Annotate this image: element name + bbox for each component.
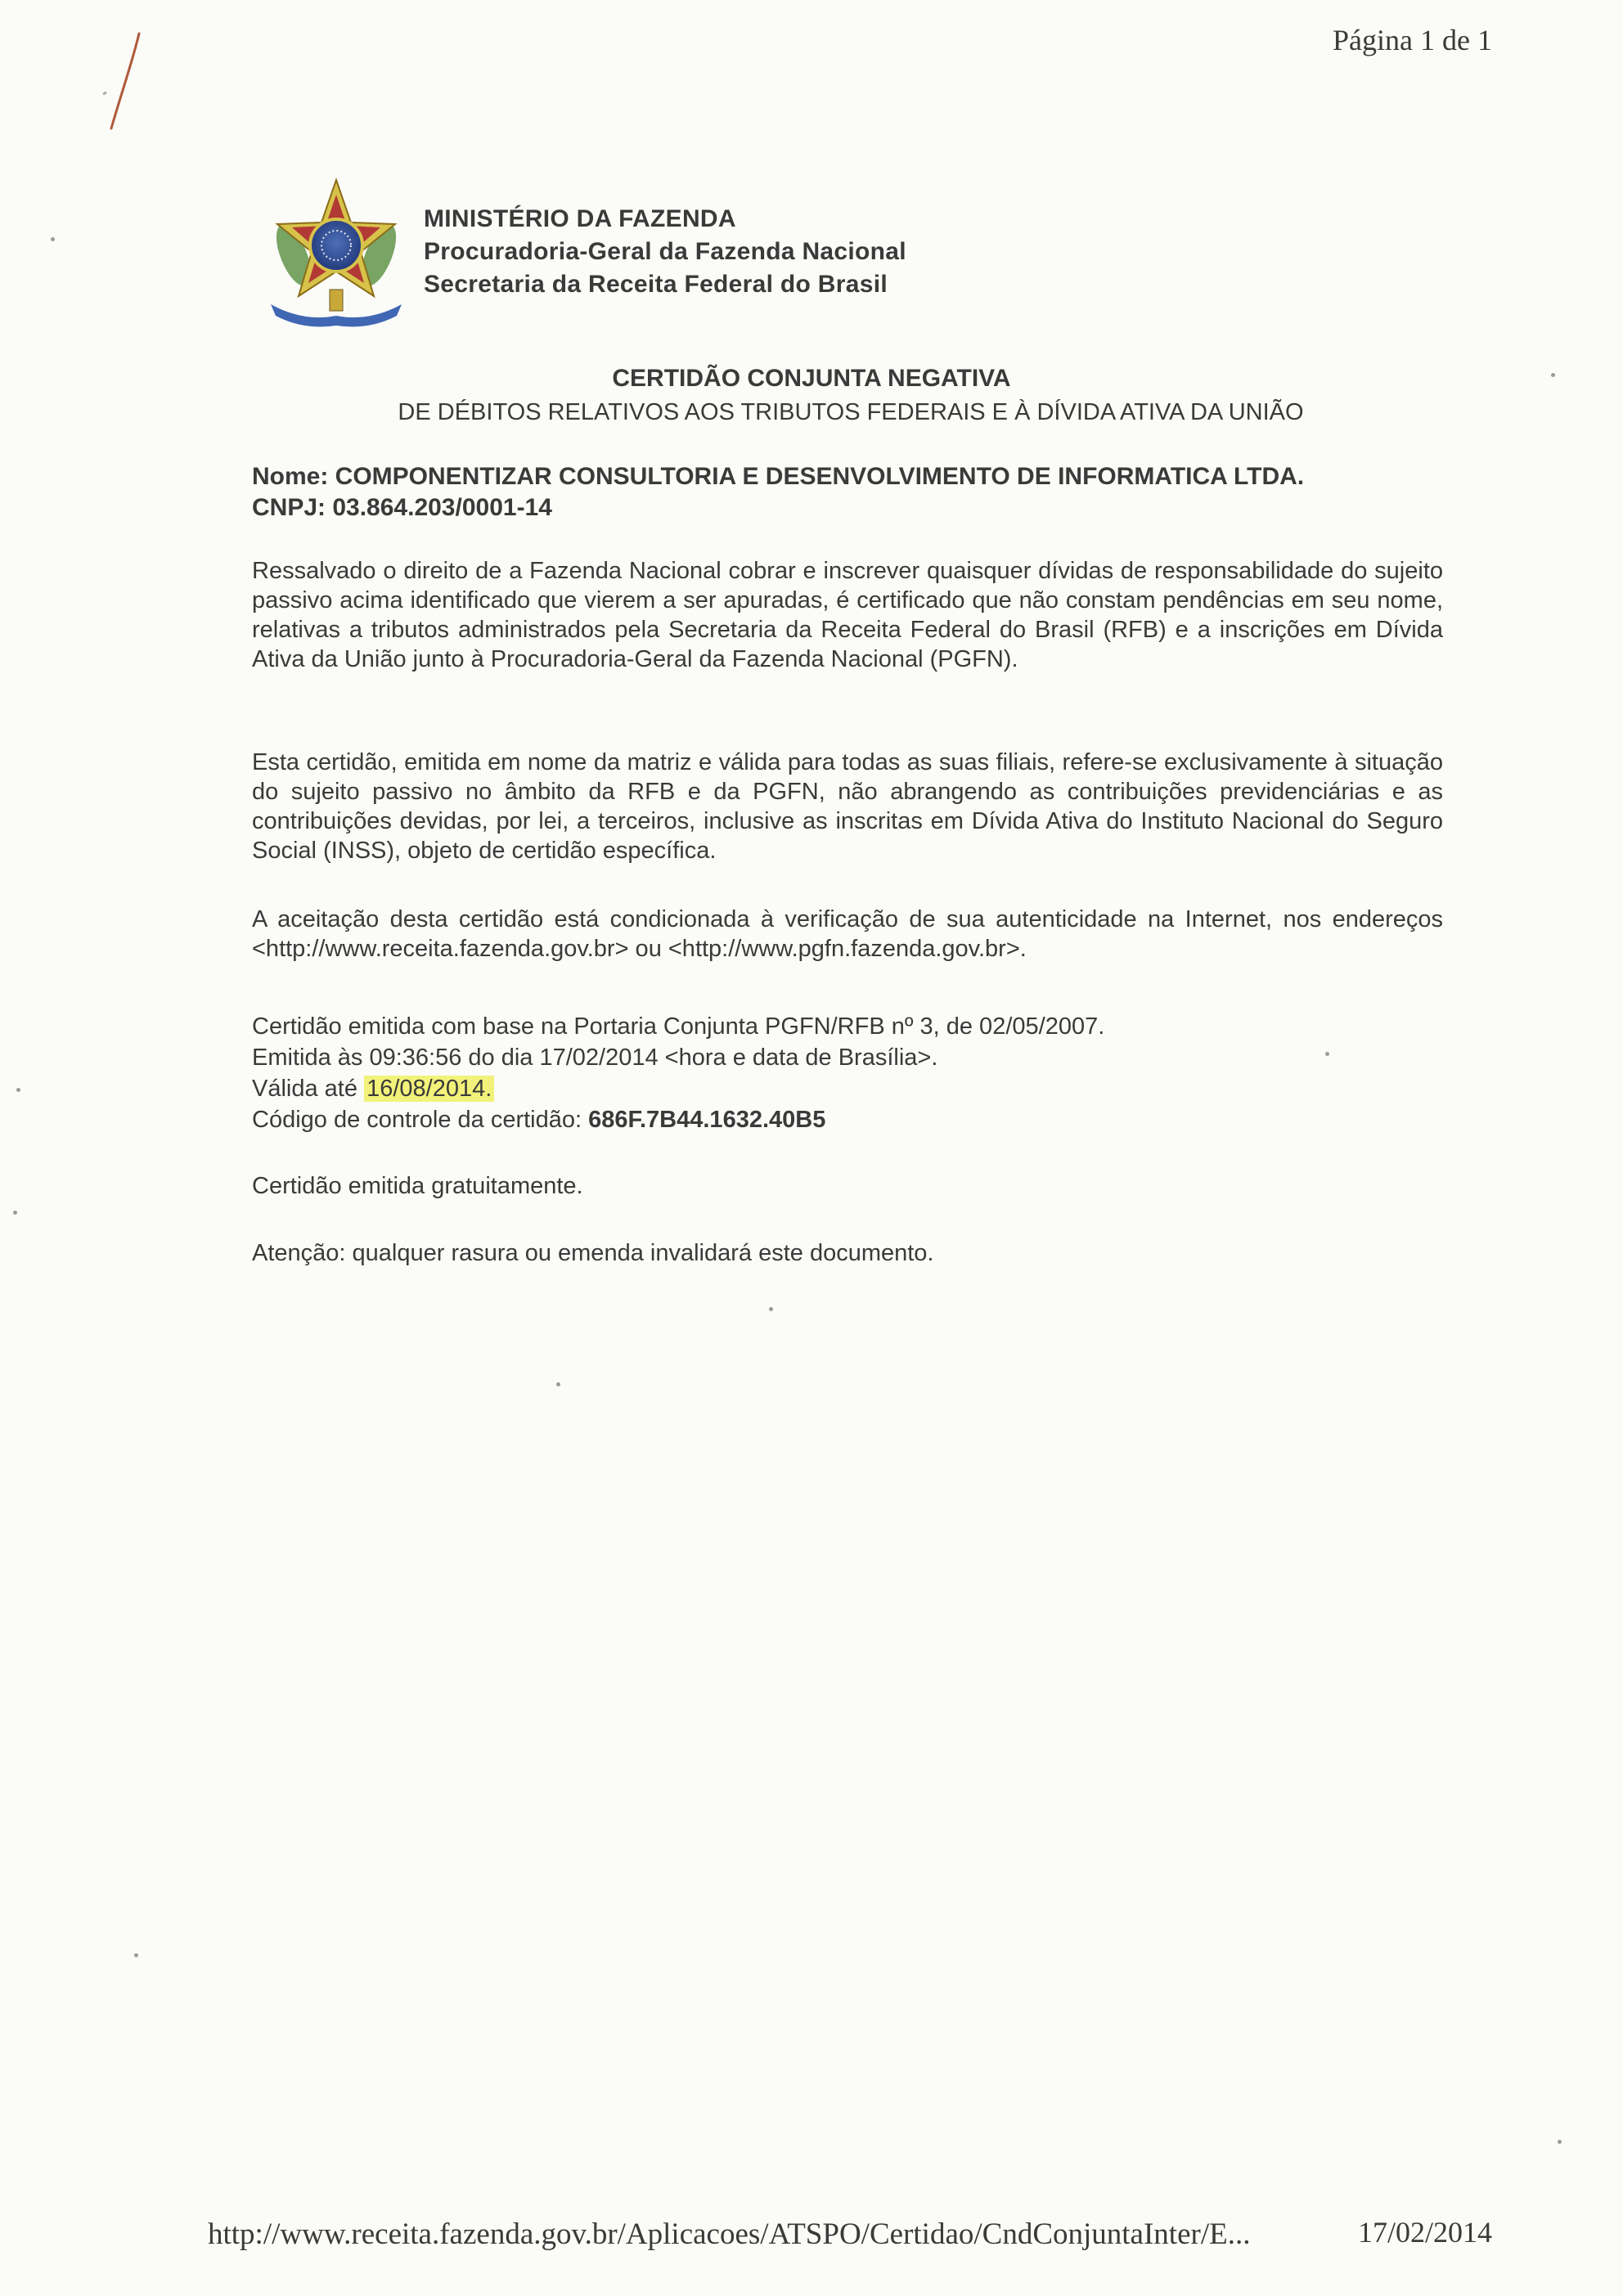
validity-line (252, 1073, 1443, 1104)
control-code-line (252, 1104, 1443, 1135)
ministry-name: MINISTÉRIO DA FAZENDA (424, 205, 736, 232)
paragraph-scope: Esta certidão, emitida em nome da matriz e válida para todas as suas filiais, refere-se exclusivamente à situação do sujeito passivo no âmbito da RFB e da PGFN, não abrangendo as contribuições previdenciárias e as contribuições devidas, por lei, a terceiros, inclusive as inscritas em Dívida Ativa do Instituto Nacional do Seguro Social (INSS), objeto de certidão específica. (252, 749, 1443, 864)
legal-basis: Certidão emitida com base na Portaria Conjunta PGFN/RFB nº 3, de 02/05/2007. (252, 1013, 1105, 1040)
control-code: 686F.7B44.1632.40B5 (588, 1107, 826, 1133)
taxpayer-cnpj: CNPJ: 03.864.203/0001-14 (252, 494, 552, 521)
issuing-authority-header (424, 203, 906, 301)
paragraph-no-pending-debts: Ressalvado o direito de a Fazenda Nacional cobrar e inscrever quaisquer dívidas de responsabilidade do sujeito passivo acima identificado que vierem a ser apuradas, é certificado que não constam pendências em seu nome, relativas a tributos administrados pela Secretaria da Receita Federal do Brasil (RFB) e a inscrições em Dívida Ativa da União junto à Procuradoria-Geral da Fazenda Nacional (PGFN). (252, 558, 1443, 672)
scan-speck (769, 1307, 773, 1311)
page-indicator: Página 1 de 1 (1333, 24, 1492, 56)
issue-information (252, 1011, 1443, 1135)
scan-speck (556, 1382, 560, 1386)
handwritten-pen-mark (97, 29, 154, 135)
brazil-coat-of-arms-icon (263, 172, 409, 329)
validity-date: 16/08/2014. (364, 1076, 494, 1102)
footer-source-url: http://www.receita.fazenda.gov.br/Aplicacoes/ATSPO/Certidao/CndConjuntaInter/E... (208, 2217, 1251, 2251)
free-issuance-note: Certidão emitida gratuitamente. (252, 1173, 583, 1199)
warning-note: Atenção: qualquer rasura ou emenda invalidará este documento. (252, 1240, 934, 1266)
scan-speck (134, 1953, 138, 1957)
taxpayer-name: Nome: COMPONENTIZAR CONSULTORIA E DESENVOLVIMENTO DE INFORMATICA LTDA. (252, 463, 1305, 490)
certificate-title: CERTIDÃO CONJUNTA NEGATIVA (612, 365, 1011, 392)
scan-speck (1558, 2140, 1562, 2144)
taxpayer-identification (252, 461, 1443, 523)
validity-label: Válida até (252, 1076, 357, 1102)
control-code-label: Código de controle da certidão: (252, 1107, 582, 1133)
scan-speck (13, 1211, 17, 1215)
certificate-subtitle: DE DÉBITOS RELATIVOS AOS TRIBUTOS FEDERAIS E À DÍVIDA ATIVA DA UNIÃO (398, 399, 1304, 425)
scan-speck (16, 1088, 20, 1092)
issue-datetime: Emitida às 09:36:56 do dia 17/02/2014 <hora e data de Brasília>. (252, 1045, 938, 1071)
attorney-general-office: Procuradoria-Geral da Fazenda Nacional (424, 238, 906, 265)
footer-print-date: 17/02/2014 (1357, 2216, 1492, 2249)
federal-revenue-office: Secretaria da Receita Federal do Brasil (424, 271, 888, 298)
paragraph-authenticity: A aceitação desta certidão está condicionada à verificação de sua autenticidade na Internet, nos endereços <http://www.receita.fazenda.gov.br> ou <http://www.pgfn.fazenda.gov.br>. (252, 906, 1443, 962)
scan-speck (51, 237, 55, 241)
